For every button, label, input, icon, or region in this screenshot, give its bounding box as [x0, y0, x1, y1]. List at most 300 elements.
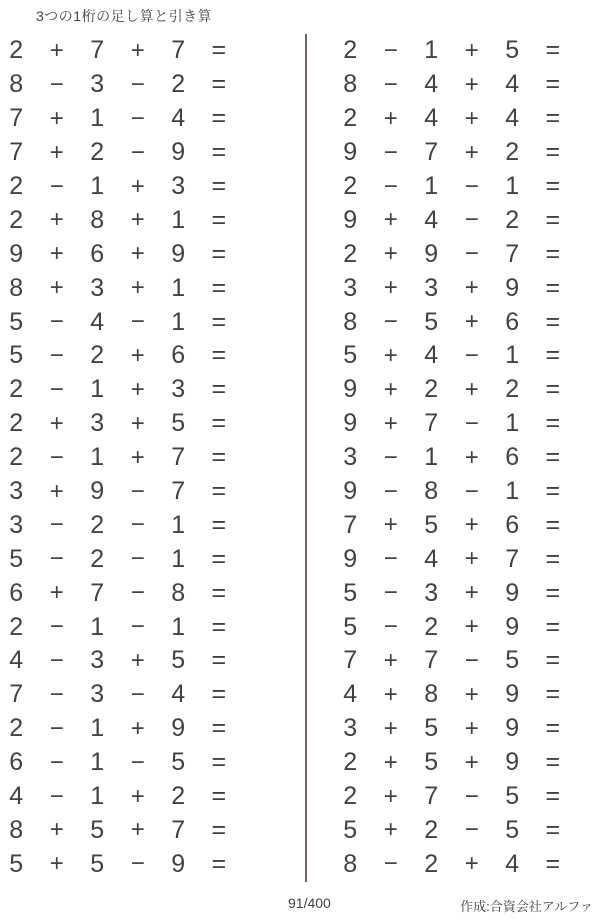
- equals-sign: =: [211, 815, 227, 844]
- operand-2: 2: [90, 341, 105, 370]
- worksheet-title: 3つの1桁の足し算と引き算: [36, 8, 213, 24]
- operator-1: +: [383, 409, 398, 437]
- operand-1: 5: [9, 307, 24, 336]
- operand-2: 6: [90, 239, 105, 268]
- operand-3: 1: [505, 341, 520, 370]
- operator-2: −: [130, 748, 145, 776]
- operator-1: +: [49, 138, 64, 166]
- equation-row: [330, 305, 573, 339]
- equals-sign: =: [211, 239, 227, 268]
- operand-2: 7: [90, 578, 105, 607]
- operand-3: 5: [505, 36, 520, 65]
- operator-2: +: [464, 511, 479, 539]
- operator-2: −: [464, 409, 479, 437]
- equation-row: [330, 780, 573, 814]
- operator-2: +: [464, 375, 479, 403]
- operand-3: 5: [171, 748, 186, 777]
- equals-sign: =: [211, 477, 227, 506]
- operand-2: 2: [90, 138, 105, 167]
- operator-2: +: [130, 443, 145, 471]
- operator-1: −: [383, 545, 398, 573]
- operand-1: 4: [9, 782, 24, 811]
- operator-2: −: [464, 782, 479, 810]
- operator-2: +: [130, 274, 145, 302]
- operand-1: 8: [9, 815, 24, 844]
- operator-2: +: [130, 816, 145, 844]
- operator-2: −: [464, 477, 479, 505]
- operand-1: 8: [343, 307, 358, 336]
- operand-3: 7: [505, 544, 520, 573]
- equals-sign: =: [211, 510, 227, 539]
- equation-row: [330, 203, 573, 237]
- operand-3: 5: [171, 646, 186, 675]
- equals-sign: =: [545, 307, 561, 336]
- operator-2: −: [464, 816, 479, 844]
- operand-2: 4: [424, 544, 439, 573]
- operator-1: +: [49, 206, 64, 234]
- operand-1: 5: [9, 849, 24, 878]
- operator-1: −: [383, 850, 398, 878]
- equation-row: [0, 678, 239, 712]
- operator-1: +: [383, 782, 398, 810]
- operator-2: −: [130, 579, 145, 607]
- equation-row: [0, 542, 239, 576]
- operator-2: −: [464, 646, 479, 674]
- operator-1: +: [383, 680, 398, 708]
- equation-row: [0, 813, 239, 847]
- equals-sign: =: [545, 70, 561, 99]
- equals-sign: =: [211, 612, 227, 641]
- operand-2: 1: [90, 714, 105, 743]
- equals-sign: =: [545, 849, 561, 878]
- equation-row: [0, 271, 239, 305]
- credit-text: 作成:合資会社アルファ: [460, 899, 593, 914]
- operand-1: 9: [343, 205, 358, 234]
- equation-row: [0, 712, 239, 746]
- equals-sign: =: [211, 36, 227, 65]
- operator-1: −: [49, 172, 64, 200]
- equation-row: [0, 441, 239, 475]
- operator-1: −: [383, 70, 398, 98]
- equals-sign: =: [545, 782, 561, 811]
- operator-2: −: [464, 240, 479, 268]
- equals-sign: =: [545, 273, 561, 302]
- equation-row: [0, 576, 239, 610]
- operand-2: 1: [424, 443, 439, 472]
- operator-2: +: [464, 274, 479, 302]
- operand-2: 5: [424, 714, 439, 743]
- operator-1: −: [49, 646, 64, 674]
- operator-1: −: [383, 172, 398, 200]
- operator-1: +: [383, 104, 398, 132]
- equation-row: [330, 136, 573, 170]
- operator-1: +: [49, 816, 64, 844]
- operator-1: −: [49, 341, 64, 369]
- equals-sign: =: [211, 375, 227, 404]
- equation-row: [330, 712, 573, 746]
- operand-3: 6: [505, 443, 520, 472]
- operand-1: 8: [343, 849, 358, 878]
- operand-3: 4: [171, 680, 186, 709]
- operand-3: 1: [171, 273, 186, 302]
- operand-1: 5: [9, 341, 24, 370]
- operand-2: 4: [424, 104, 439, 133]
- equation-row: [330, 475, 573, 509]
- equals-sign: =: [545, 205, 561, 234]
- operand-2: 2: [90, 544, 105, 573]
- operand-1: 8: [9, 273, 24, 302]
- operand-2: 9: [424, 239, 439, 268]
- operand-1: 2: [9, 612, 24, 641]
- equals-sign: =: [211, 307, 227, 336]
- operator-1: −: [49, 308, 64, 336]
- equals-sign: =: [545, 578, 561, 607]
- equals-sign: =: [545, 138, 561, 167]
- operand-1: 2: [9, 443, 24, 472]
- operator-2: +: [464, 545, 479, 573]
- operand-3: 4: [505, 104, 520, 133]
- operator-1: +: [49, 104, 64, 132]
- operand-1: 2: [343, 36, 358, 65]
- operator-1: −: [49, 748, 64, 776]
- equation-row: [0, 102, 239, 136]
- operand-1: 7: [9, 104, 24, 133]
- problems-column-left: [0, 34, 239, 881]
- operator-1: +: [383, 240, 398, 268]
- operator-2: +: [130, 782, 145, 810]
- operand-2: 5: [90, 815, 105, 844]
- operator-2: −: [464, 206, 479, 234]
- operand-3: 6: [171, 341, 186, 370]
- operator-2: +: [130, 341, 145, 369]
- operand-1: 6: [9, 748, 24, 777]
- equation-row: [0, 34, 239, 68]
- equals-sign: =: [545, 612, 561, 641]
- operand-1: 2: [343, 239, 358, 268]
- operand-3: 9: [505, 578, 520, 607]
- operand-3: 7: [171, 477, 186, 506]
- equation-row: [0, 780, 239, 814]
- operator-1: +: [383, 341, 398, 369]
- equation-row: [330, 644, 573, 678]
- equation-row: [0, 68, 239, 102]
- equation-row: [0, 475, 239, 509]
- equation-row: [0, 305, 239, 339]
- operator-1: −: [383, 138, 398, 166]
- operator-2: −: [464, 341, 479, 369]
- equals-sign: =: [545, 646, 561, 675]
- operand-1: 9: [9, 239, 24, 268]
- operand-1: 3: [343, 273, 358, 302]
- operator-1: +: [49, 274, 64, 302]
- operand-3: 4: [171, 104, 186, 133]
- equals-sign: =: [211, 544, 227, 573]
- operand-2: 1: [90, 748, 105, 777]
- equation-row: [0, 373, 239, 407]
- equals-sign: =: [211, 680, 227, 709]
- operand-1: 2: [9, 375, 24, 404]
- operator-2: −: [130, 511, 145, 539]
- operand-2: 4: [424, 205, 439, 234]
- operator-1: −: [49, 782, 64, 810]
- operand-1: 8: [9, 70, 24, 99]
- equation-row: [330, 237, 573, 271]
- equals-sign: =: [545, 477, 561, 506]
- operand-1: 4: [343, 680, 358, 709]
- equals-sign: =: [545, 341, 561, 370]
- equation-row: [330, 34, 573, 68]
- operator-2: +: [464, 850, 479, 878]
- equals-sign: =: [211, 782, 227, 811]
- operator-2: +: [130, 375, 145, 403]
- operator-2: +: [464, 579, 479, 607]
- equation-row: [330, 508, 573, 542]
- operator-1: +: [49, 477, 64, 505]
- equation-row: [330, 542, 573, 576]
- equals-sign: =: [211, 104, 227, 133]
- operand-3: 7: [505, 239, 520, 268]
- operand-2: 2: [90, 510, 105, 539]
- operator-2: −: [130, 545, 145, 573]
- equation-row: [0, 847, 239, 881]
- operator-1: −: [49, 70, 64, 98]
- operand-3: 2: [505, 205, 520, 234]
- operator-2: +: [464, 748, 479, 776]
- operand-2: 5: [424, 307, 439, 336]
- operator-1: +: [383, 206, 398, 234]
- operator-2: +: [130, 714, 145, 742]
- operator-1: −: [49, 613, 64, 641]
- operator-1: −: [49, 511, 64, 539]
- equals-sign: =: [211, 849, 227, 878]
- operand-1: 2: [9, 714, 24, 743]
- equals-sign: =: [545, 239, 561, 268]
- operand-1: 7: [9, 138, 24, 167]
- operand-3: 1: [171, 307, 186, 336]
- operand-2: 1: [90, 612, 105, 641]
- equation-row: [330, 441, 573, 475]
- equals-sign: =: [545, 680, 561, 709]
- operand-2: 1: [90, 172, 105, 200]
- operand-1: 3: [343, 714, 358, 743]
- equation-row: [0, 508, 239, 542]
- operand-2: 7: [424, 409, 439, 438]
- operand-2: 3: [424, 273, 439, 302]
- operator-2: −: [464, 172, 479, 200]
- operand-1: 2: [9, 409, 24, 438]
- equals-sign: =: [545, 510, 561, 539]
- operand-3: 2: [171, 70, 186, 99]
- operator-2: +: [464, 36, 479, 64]
- operand-1: 5: [9, 544, 24, 573]
- operand-3: 9: [171, 714, 186, 743]
- operand-1: 7: [343, 510, 358, 539]
- equals-sign: =: [211, 748, 227, 777]
- operator-2: +: [130, 409, 145, 437]
- operand-1: 6: [9, 578, 24, 607]
- operand-3: 1: [171, 612, 186, 641]
- operator-1: +: [383, 511, 398, 539]
- equation-row: [330, 678, 573, 712]
- operand-1: 7: [9, 680, 24, 709]
- operand-3: 2: [505, 138, 520, 167]
- problems-column-right: [330, 34, 573, 881]
- operator-2: +: [464, 70, 479, 98]
- operand-1: 5: [343, 341, 358, 370]
- operand-3: 8: [171, 578, 186, 607]
- operator-1: +: [383, 375, 398, 403]
- operand-1: 2: [343, 172, 358, 200]
- operand-2: 1: [90, 375, 105, 404]
- equation-row: [0, 339, 239, 373]
- equation-row: [0, 203, 239, 237]
- equation-row: [330, 847, 573, 881]
- operator-2: −: [130, 70, 145, 98]
- operator-2: +: [130, 646, 145, 674]
- operand-1: 2: [9, 205, 24, 234]
- operand-1: 5: [343, 815, 358, 844]
- operand-2: 3: [90, 273, 105, 302]
- equation-row: [0, 610, 239, 644]
- operand-2: 3: [90, 680, 105, 709]
- operator-2: −: [130, 308, 145, 336]
- operand-3: 9: [505, 680, 520, 709]
- operand-2: 7: [424, 782, 439, 811]
- operand-2: 7: [424, 138, 439, 167]
- operand-2: 3: [90, 70, 105, 99]
- operator-1: +: [49, 409, 64, 437]
- equals-sign: =: [545, 104, 561, 133]
- equation-row: [0, 170, 239, 204]
- operator-2: −: [130, 850, 145, 878]
- equation-row: [330, 271, 573, 305]
- operand-3: 1: [505, 409, 520, 438]
- equation-row: [0, 644, 239, 678]
- equals-sign: =: [545, 815, 561, 844]
- operand-3: 9: [171, 239, 186, 268]
- operand-2: 5: [90, 849, 105, 878]
- operator-2: +: [130, 36, 145, 64]
- operand-1: 2: [343, 104, 358, 133]
- operator-1: +: [383, 748, 398, 776]
- operand-1: 9: [343, 477, 358, 506]
- equation-row: [330, 576, 573, 610]
- operand-3: 7: [171, 815, 186, 844]
- operator-2: +: [464, 714, 479, 742]
- equals-sign: =: [211, 273, 227, 302]
- operand-1: 4: [9, 646, 24, 675]
- operand-1: 3: [9, 477, 24, 506]
- operand-2: 8: [90, 205, 105, 234]
- operand-1: 3: [9, 510, 24, 539]
- operator-2: −: [130, 138, 145, 166]
- operand-1: 5: [343, 612, 358, 641]
- operand-1: 3: [343, 443, 358, 472]
- equation-row: [330, 170, 573, 204]
- operand-3: 1: [505, 477, 520, 506]
- equation-row: [330, 339, 573, 373]
- operator-1: +: [383, 274, 398, 302]
- operand-3: 5: [171, 409, 186, 438]
- column-divider: [305, 34, 307, 882]
- operand-2: 2: [424, 612, 439, 641]
- operator-1: −: [49, 714, 64, 742]
- operand-2: 1: [90, 443, 105, 472]
- operator-2: +: [464, 680, 479, 708]
- equals-sign: =: [211, 70, 227, 99]
- equation-row: [330, 68, 573, 102]
- operand-3: 2: [171, 782, 186, 811]
- operator-2: +: [464, 308, 479, 336]
- equation-row: [330, 610, 573, 644]
- operand-3: 3: [171, 375, 186, 404]
- operand-3: 9: [505, 714, 520, 743]
- operand-1: 2: [9, 36, 24, 65]
- operator-1: −: [383, 477, 398, 505]
- operand-3: 4: [505, 849, 520, 878]
- operand-2: 2: [424, 849, 439, 878]
- page-number: 91/400: [288, 895, 331, 911]
- operand-1: 8: [343, 70, 358, 99]
- operator-1: +: [49, 579, 64, 607]
- equation-row: [330, 102, 573, 136]
- operator-1: +: [49, 36, 64, 64]
- equation-row: [0, 407, 239, 441]
- equals-sign: =: [211, 409, 227, 438]
- operand-3: 1: [171, 510, 186, 539]
- operand-2: 9: [90, 477, 105, 506]
- operand-2: 3: [424, 578, 439, 607]
- equation-row: [330, 813, 573, 847]
- operand-2: 4: [424, 341, 439, 370]
- operand-3: 1: [171, 205, 186, 234]
- operand-3: 7: [171, 36, 186, 65]
- operand-3: 9: [505, 612, 520, 641]
- operator-1: −: [383, 308, 398, 336]
- equals-sign: =: [545, 172, 561, 200]
- operator-1: −: [49, 443, 64, 471]
- operator-2: −: [130, 104, 145, 132]
- operand-2: 7: [424, 646, 439, 675]
- operand-3: 7: [171, 443, 186, 472]
- operand-2: 1: [90, 104, 105, 133]
- equation-row: [330, 746, 573, 780]
- equation-row: [330, 373, 573, 407]
- operand-3: 1: [505, 172, 520, 200]
- operator-2: −: [130, 477, 145, 505]
- operator-1: −: [49, 680, 64, 708]
- operand-2: 7: [90, 36, 105, 65]
- operator-1: −: [383, 613, 398, 641]
- equals-sign: =: [211, 138, 227, 167]
- equals-sign: =: [211, 443, 227, 472]
- operand-2: 8: [424, 477, 439, 506]
- operand-2: 4: [90, 307, 105, 336]
- operand-3: 5: [505, 646, 520, 675]
- operand-3: 1: [171, 544, 186, 573]
- operand-2: 2: [424, 815, 439, 844]
- operand-2: 5: [424, 748, 439, 777]
- operator-1: −: [49, 545, 64, 573]
- operator-2: +: [130, 172, 145, 200]
- operator-1: +: [383, 646, 398, 674]
- equals-sign: =: [211, 341, 227, 370]
- operator-1: −: [383, 36, 398, 64]
- operand-3: 9: [505, 748, 520, 777]
- equation-row: [0, 237, 239, 271]
- equals-sign: =: [211, 578, 227, 607]
- operator-2: +: [130, 206, 145, 234]
